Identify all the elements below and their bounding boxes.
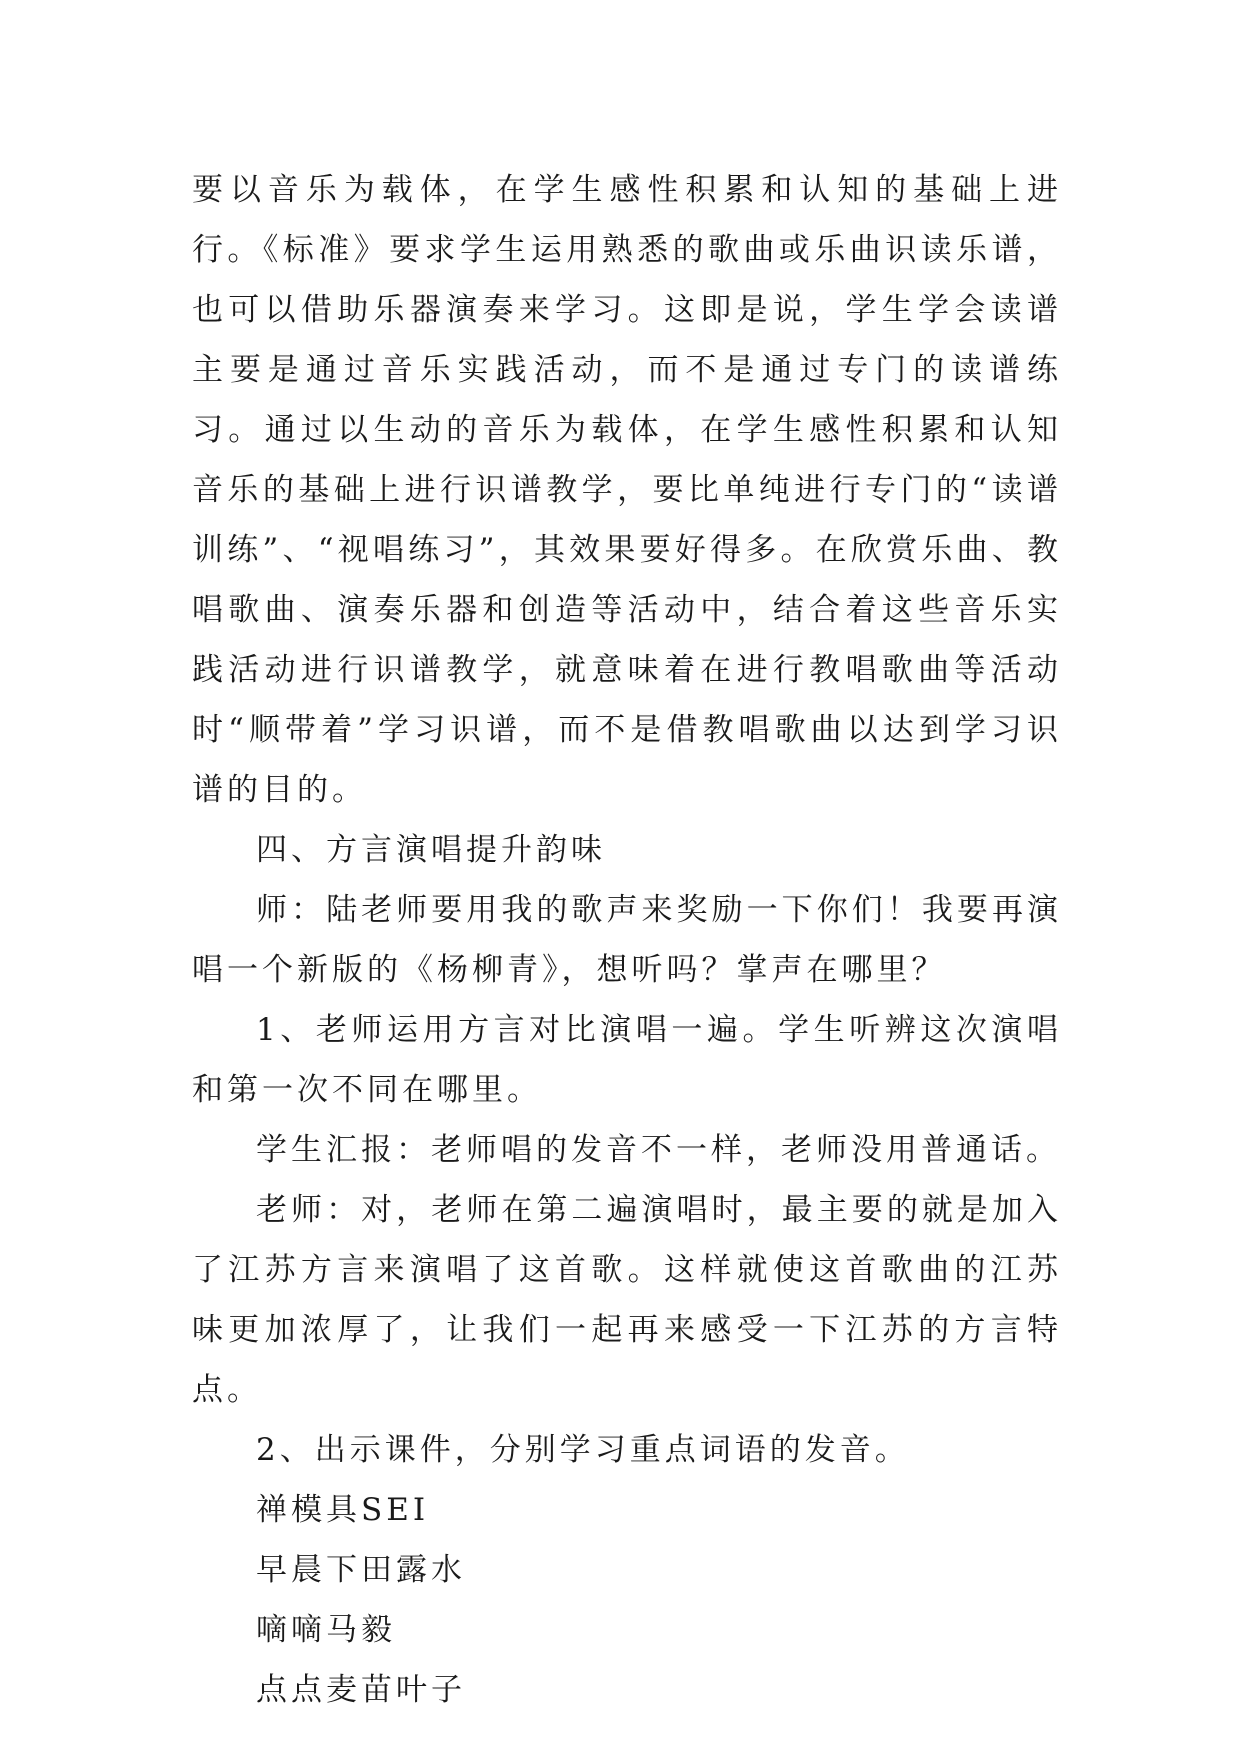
lyric-line-3: 嘀嘀马毅 <box>256 1612 396 1648</box>
document-body <box>192 160 1062 1720</box>
paragraph-step-1: 1、老师运用方言对比演唱一遍。学生听辨这次演唱和第一次不同在哪里。 <box>192 1012 1062 1108</box>
section-heading: 四、方言演唱提升韵味 <box>256 832 606 868</box>
lyric-line-4: 点点麦苗叶子 <box>256 1672 466 1708</box>
paragraph-student-report: 学生汇报：老师唱的发音不一样，老师没用普通话。 <box>256 1132 1061 1168</box>
paragraph-teacher-response: 老师：对，老师在第二遍演唱时，最主要的就是加入了江苏方言来演唱了这首歌。这样就使这首歌曲的江苏味更加浓厚了，让我们一起再来感受一下江苏的方言特点。 <box>192 1192 1062 1408</box>
lyric-line-1: 禅模具SEI <box>256 1492 430 1528</box>
lyric-line-2: 早晨下田露水 <box>256 1552 466 1588</box>
paragraph-step-2: 2、出示课件，分别学习重点词语的发音。 <box>256 1432 910 1468</box>
paragraph-1: 要以音乐为载体，在学生感性积累和认知的基础上进行。《标准》要求学生运用熟悉的歌曲或乐曲识读乐谱，也可以借助乐器演奏来学习。这即是说，学生学会读谱主要是通过音乐实践活动，而不是通过专门的读谱练习。通过以生动的音乐为载体，在学生感性积累和认知音乐的基础上进行识谱教学，要比单纯进行专门的“读谱训练”、“视唱练习”，其效果要好得多。在欣赏乐曲、教唱歌曲、演奏乐器和创造等活动中，结合着这些音乐实践活动进行识谱教学，就意味着在进行教唱歌曲等活动时“顺带着”学习识谱，而不是借教唱歌曲以达到学习识谱的目的。 <box>192 172 1062 808</box>
paragraph-teacher-intro: 师：陆老师要用我的歌声来奖励一下你们！我要再演唱一个新版的《杨柳青》，想听吗？掌声在哪里？ <box>192 892 1062 988</box>
